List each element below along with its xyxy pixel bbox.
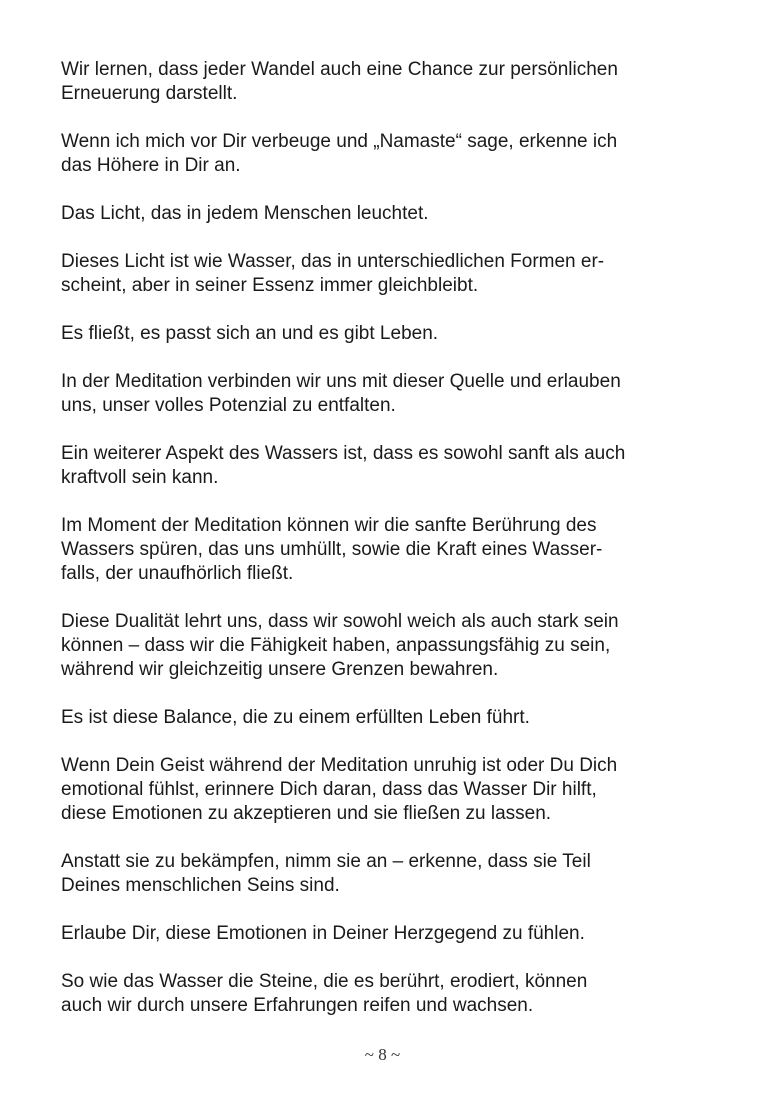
paragraph: Wir lernen, dass jeder Wandel auch eine Chance zur persönlichen Erneuerung darstellt. (61, 59, 618, 104)
paragraph: Diese Dualität lehrt uns, dass wir sowohl weich als auch stark sein können – dass wir die Fähigkeit haben, anpassungsfähig zu sein, während wir gleichzeitig unsere Grenzen bewahren. (61, 611, 619, 680)
paragraph: Dieses Licht ist wie Wasser, das in unterschiedlichen Formen er- scheint, aber in seiner Essenz immer gleichbleibt. (61, 251, 605, 296)
paragraph: In der Meditation verbinden wir uns mit dieser Quelle und erlauben uns, unser volles Potenzial zu entfalten. (61, 371, 621, 416)
page-number: ~ 8 ~ (364, 1045, 401, 1064)
paragraph: Das Licht, das in jedem Menschen leuchtet. (61, 203, 429, 224)
paragraph: Ein weiterer Aspekt des Wassers ist, dass es sowohl sanft als auch kraftvoll sein kann. (61, 443, 626, 488)
paragraph: Erlaube Dir, diese Emotionen in Deiner Herzgegend zu fühlen. (61, 923, 585, 944)
paragraph: Anstatt sie zu bekämpfen, nimm sie an – erkenne, dass sie Teil Deines menschlichen Seins sind. (61, 851, 591, 896)
paragraph: So wie das Wasser die Steine, die es berührt, erodiert, können auch wir durch unsere Erfahrungen reifen und wachsen. (61, 971, 588, 1016)
paragraph: Es fließt, es passt sich an und es gibt Leben. (61, 323, 439, 344)
paragraph: Wenn Dein Geist während der Meditation unruhig ist oder Du Dich emotional fühlst, erinnere Dich daran, dass das Wasser Dir hilft, diese Emotionen zu akzeptieren und sie fließen zu lassen. (61, 755, 618, 824)
paragraph: Wenn ich mich vor Dir verbeuge und „Namaste“ sage, erkenne ich das Höhere in Dir an. (61, 131, 618, 176)
paragraph: Im Moment der Meditation können wir die sanfte Berührung des Wassers spüren, das uns umhüllt, sowie die Kraft eines Wasser- falls, der unaufhörlich fließt. (61, 515, 603, 584)
page-body (61, 58, 673, 1042)
paragraph: Es ist diese Balance, die zu einem erfüllten Leben führt. (61, 707, 530, 728)
